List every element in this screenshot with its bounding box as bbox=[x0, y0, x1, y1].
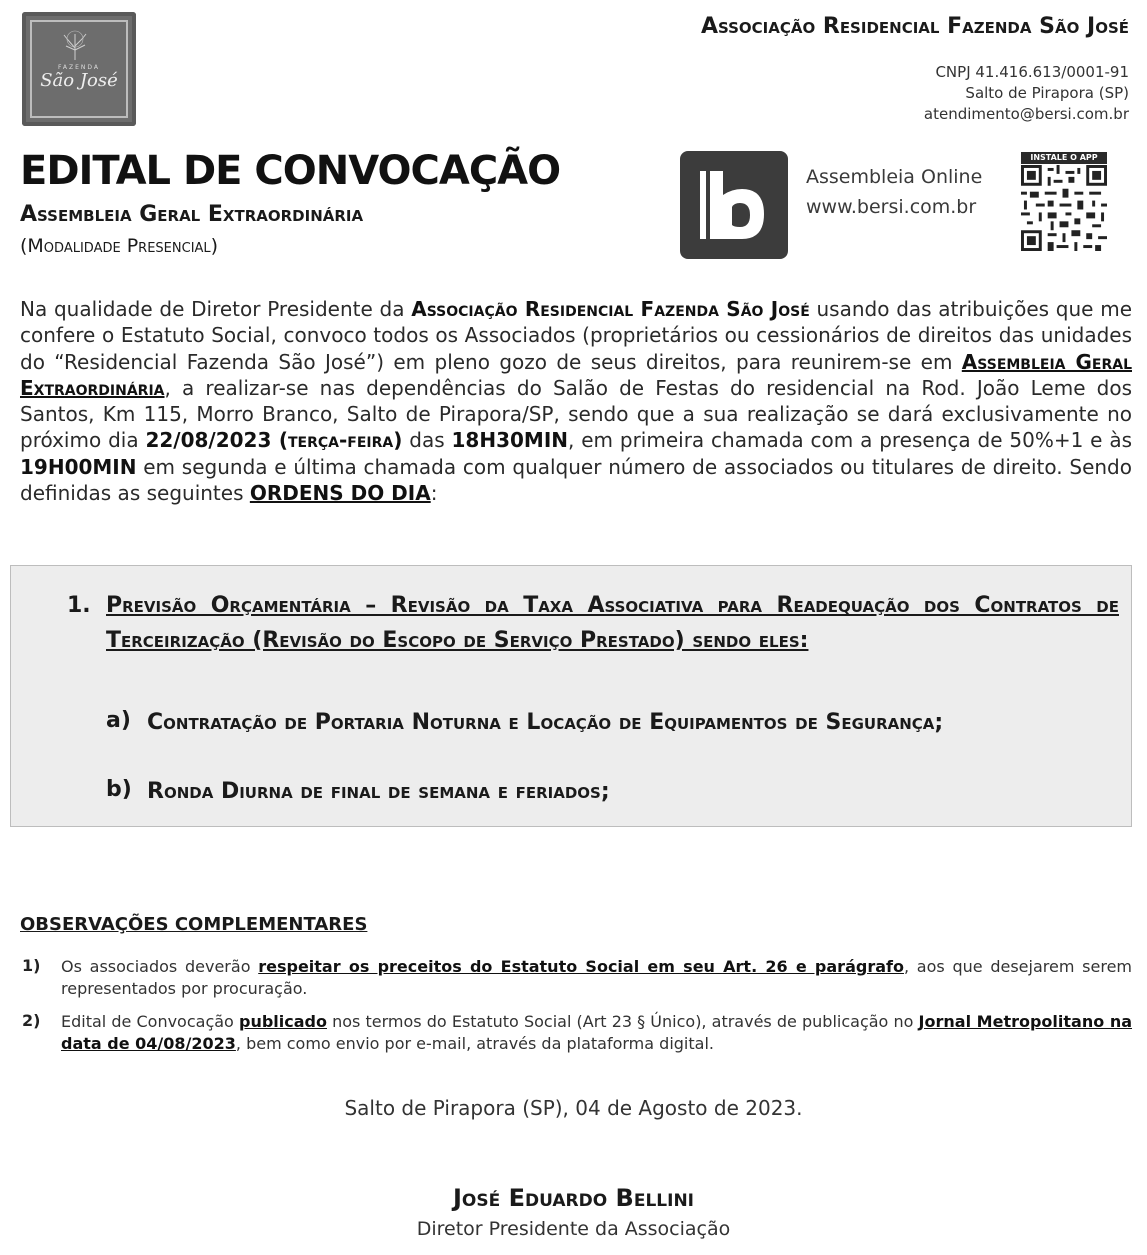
bersi-line1: Assembleia Online bbox=[806, 166, 983, 188]
org-name: Associação Residencial Fazenda São José bbox=[700, 14, 1129, 39]
date-line: Salto de Pirapora (SP), 04 de Agosto de 2023. bbox=[344, 1096, 803, 1120]
para-text: Na qualidade de Diretor Presidente da bbox=[20, 297, 412, 321]
document-title: EDITAL DE CONVOCAÇÃO bbox=[20, 148, 561, 194]
para-weekday: (terça-feira) bbox=[271, 428, 403, 453]
para-text: , a realizar-se nas dependências do Salão de Festas do residencial na Rod. João Leme dos Santos, Km 115, Morro Branco, Salto de Pirapora/SP, sendo que a sua realização se dará exclusivamente no próximo dia bbox=[20, 375, 1132, 453]
agenda-sub-a-label: a) bbox=[106, 708, 131, 733]
obs-text: , aos que desejarem serem representados por procuração. bbox=[61, 957, 1132, 998]
cnpj: CNPJ 41.416.613/0001-91 bbox=[935, 63, 1129, 81]
para-orders: ORDENS DO DIA bbox=[249, 481, 431, 506]
para-time-second: 19H00MIN bbox=[20, 454, 137, 479]
observation-2-text bbox=[61, 1011, 1132, 1055]
convocation-paragraph bbox=[20, 296, 1132, 506]
para-time-first: 18H30MIN bbox=[451, 428, 568, 453]
para-text: usando das atribuições que me confere o Estatuto Social, convoco todos os Associados (proprietários ou cessionários de direitos das unidades do “Residencial Fazenda São José”) em pleno gozo de seus direitos, para reunirem-se em bbox=[20, 297, 1133, 374]
obs-emphasis: Jornal Metropolitano na data de 04/08/2023 bbox=[61, 1012, 1133, 1053]
qr-label: INSTALE O APP bbox=[1021, 152, 1107, 164]
agenda-item-number: 1. bbox=[67, 593, 91, 618]
obs-emphasis: respeitar os preceitos do Estatuto Social em seu Art. 26 e parágrafo bbox=[258, 957, 904, 976]
document-subtitle: Assembleia Geral Extraordinária bbox=[20, 202, 364, 227]
para-text: em segunda e última chamada com qualquer número de associados ou titulares de direito. Sendo definidas as seguintes bbox=[20, 454, 1132, 506]
para-assembly: Assembleia Geral Extraordinária bbox=[20, 349, 1132, 400]
document-modality: (Modalidade Presencial) bbox=[20, 235, 219, 257]
agenda-sub-a-text: Contratação de Portaria Noturna e Locação de Equipamentos de Segurança; bbox=[147, 710, 944, 735]
agenda-item-text: Previsão Orçamentária – Revisão da Taxa Associativa para Readequação dos Contratos de Terceirização (Revisão do Escopo de Serviço Prestado) sendo eles: bbox=[106, 593, 1119, 653]
tree-icon bbox=[58, 30, 92, 60]
email: atendimento@bersi.com.br bbox=[923, 105, 1129, 123]
logo-small-text: FAZENDA bbox=[57, 64, 100, 71]
observation-1-number: 1) bbox=[22, 956, 41, 975]
signer-role: Diretor Presidente da Associação bbox=[416, 1218, 731, 1240]
logo-name: São José bbox=[40, 70, 118, 91]
observation-1-text bbox=[61, 956, 1132, 1000]
qr-code-icon[interactable] bbox=[1021, 165, 1107, 251]
bersi-logo bbox=[680, 151, 788, 259]
para-date: 22/08/2023 bbox=[145, 428, 272, 453]
para-org-name: Associação Residencial Fazenda São José bbox=[411, 297, 810, 321]
agenda-box bbox=[10, 565, 1132, 827]
agenda-sub-b-label: b) bbox=[106, 777, 132, 802]
obs-text: Os associados deverão bbox=[61, 957, 259, 976]
city: Salto de Pirapora (SP) bbox=[965, 84, 1129, 102]
bersi-url[interactable]: www.bersi.com.br bbox=[806, 196, 977, 218]
para-text: das bbox=[402, 428, 452, 453]
obs-text: nos termos do Estatuto Social (Art 23 § Único), através de publicação no bbox=[326, 1012, 919, 1031]
observations-title: OBSERVAÇÕES COMPLEMENTARES bbox=[20, 914, 368, 935]
obs-text: , bem como envio por e-mail, através da plataforma digital. bbox=[235, 1034, 714, 1053]
bersi-info bbox=[806, 162, 982, 222]
observation-2-number: 2) bbox=[22, 1011, 41, 1030]
obs-text: Edital de Convocação bbox=[61, 1012, 239, 1031]
agenda-sub-b-text: Ronda Diurna de final de semana e feriados; bbox=[147, 779, 610, 804]
signer-name: José Eduardo Bellini bbox=[453, 1184, 694, 1212]
association-logo bbox=[22, 12, 136, 126]
para-text: , em primeira chamada com a presença de 50%+1 e às bbox=[568, 428, 1133, 453]
org-contact-info bbox=[924, 62, 1129, 125]
para-text: : bbox=[430, 481, 438, 506]
obs-emphasis: publicado bbox=[238, 1012, 327, 1031]
